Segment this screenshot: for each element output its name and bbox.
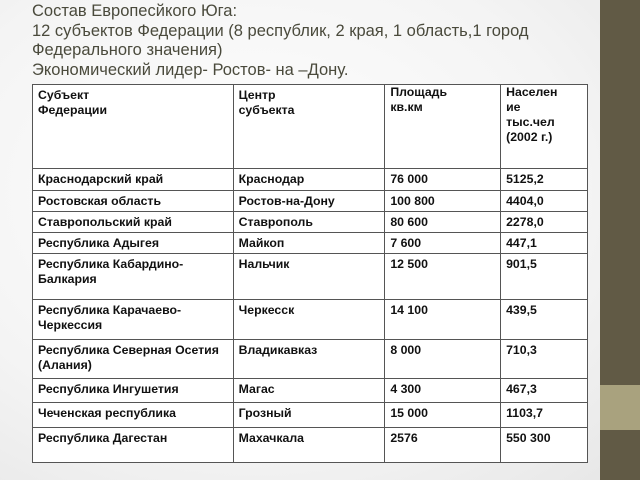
cell-center: Майкоп xyxy=(233,233,385,254)
header-center: Центр субъекта xyxy=(233,85,385,169)
cell-area: 15 000 xyxy=(385,403,501,428)
table-row xyxy=(33,379,588,403)
cell-center: Черкесск xyxy=(233,300,385,340)
cell-subject: Республика Карачаево-Черкессия xyxy=(33,300,234,340)
cell-subject: Республика Дагестан xyxy=(33,428,234,463)
slide-title xyxy=(32,2,612,80)
header-area: Площадь кв.км xyxy=(385,85,501,169)
cell-population: 710,3 xyxy=(501,340,588,379)
cell-population: 447,1 xyxy=(501,233,588,254)
cell-area: 80 600 xyxy=(385,212,501,233)
cell-area: 12 500 xyxy=(385,254,501,300)
cell-subject: Ростовская область xyxy=(33,191,234,212)
cell-center: Махачкала xyxy=(233,428,385,463)
cell-population: 439,5 xyxy=(501,300,588,340)
cell-area: 7 600 xyxy=(385,233,501,254)
cell-subject: Республика Адыгея xyxy=(33,233,234,254)
cell-population: 2278,0 xyxy=(501,212,588,233)
cell-area: 8 000 xyxy=(385,340,501,379)
table-row xyxy=(33,233,588,254)
title-line-3: Федерального значения) xyxy=(32,41,223,59)
table-row xyxy=(33,191,588,212)
cell-area: 76 000 xyxy=(385,169,501,191)
cell-subject: Ставропольский край xyxy=(33,212,234,233)
cell-center: Ростов-на-Дону xyxy=(233,191,385,212)
cell-subject: Республика Северная Осетия (Алания) xyxy=(33,340,234,379)
table-header-row xyxy=(33,85,588,169)
cell-center: Нальчик xyxy=(233,254,385,300)
federation-subjects-table xyxy=(32,84,588,463)
cell-center: Краснодар xyxy=(233,169,385,191)
cell-population: 1103,7 xyxy=(501,403,588,428)
cell-center: Грозный xyxy=(233,403,385,428)
cell-area: 2576 xyxy=(385,428,501,463)
cell-population: 5125,2 xyxy=(501,169,588,191)
cell-center: Владикавказ xyxy=(233,340,385,379)
title-line-4: Экономический лидер- Ростов- на –Дону. xyxy=(32,60,349,79)
cell-subject: Республика Ингушетия xyxy=(33,379,234,403)
cell-subject: Чеченская республика xyxy=(33,403,234,428)
cell-population: 901,5 xyxy=(501,254,588,300)
cell-area: 100 800 xyxy=(385,191,501,212)
cell-area: 4 300 xyxy=(385,379,501,403)
header-population: Населен ие тыс.чел (2002 г.) xyxy=(501,85,588,169)
table-row xyxy=(33,340,588,379)
table-row xyxy=(33,403,588,428)
cell-subject: Краснодарский край xyxy=(33,169,234,191)
title-line-1: Состав Европесйкого Юга: xyxy=(32,2,238,20)
table-row xyxy=(33,428,588,463)
table-row xyxy=(33,300,588,340)
cell-population: 4404,0 xyxy=(501,191,588,212)
cell-population: 550 300 xyxy=(501,428,588,463)
table-row xyxy=(33,212,588,233)
cell-population: 467,3 xyxy=(501,379,588,403)
cell-center: Магас xyxy=(233,379,385,403)
header-subject: Субъект Федерации xyxy=(33,85,234,169)
title-line-2: 12 субъектов Федерации (8 республик, 2 края, 1 область,1 город xyxy=(32,21,529,40)
table-row xyxy=(33,254,588,300)
cell-area: 14 100 xyxy=(385,300,501,340)
cell-center: Ставрополь xyxy=(233,212,385,233)
table-row xyxy=(33,169,588,191)
cell-subject: Республика Кабардино-Балкария xyxy=(33,254,234,300)
decorative-stripe xyxy=(600,385,640,430)
